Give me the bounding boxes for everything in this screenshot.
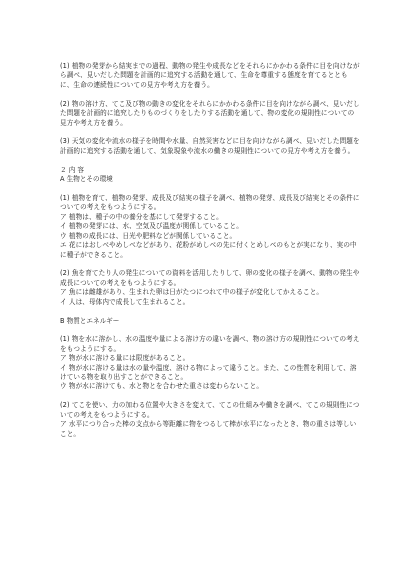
a2-item-a: ア 魚には雌雄があり、生まれた卵は日がたつにつれて中の様子が変化してかえること。	[60, 288, 324, 297]
objective-paragraph-2: (2) 物の溶け方、てこ及び物の動きの変化をそれらにかかわる条件に目を向けながら調べ、見いだした問題を計画的に追究したりものづくりをしたりする活動を通して、物の変化の規則性についての見方や考え方を養う。	[60, 99, 360, 127]
section-b-title: B 物質とエネルギー	[60, 316, 120, 325]
b2-intro: (2) てこを使い、力の加わる位置や大きさを変えて、てこの仕組みや働きを調べ、てこの規則性についての考えをもつようにする。	[60, 401, 360, 419]
a1-item-u: ウ 植物の成長には、日光や肥料などが関係していること。	[60, 231, 237, 240]
contents-heading: ２ 内 容	[60, 165, 84, 174]
section-a-title: A 生物とその環境	[60, 175, 113, 184]
objective-paragraph-1: (1) 植物の発芽から結実までの過程、動物の発生や成長などをそれらにかかわる条件に目を向けながら調べ、見いだした問題を計画的に追究する活動を通して、生命を尊重する態度を育てるとともに、生命の連続性についての見方や考え方を養う。	[60, 62, 360, 89]
a1-item-i: イ 植物の発芽には、水、空気及び温度が関係していること。	[60, 222, 243, 231]
a1-item-a: ア 植物は、種子の中の養分を基にして発芽すること。	[60, 212, 223, 221]
objective-paragraph-3: (3) 天気の変化や流水の様子を時間や水量、自然災害などに目を向けながら調べ、見いだした問題を計画的に追究する活動を通して、気象現象や流水の働きの規則性についての見方や考え方を養う。	[60, 137, 360, 155]
a2-intro: (2) 魚を育てたり人の発生についての資料を活用したりして、卵の変化の様子を調べ、動物の発生や成長についての考えをもつようにする。	[60, 269, 360, 287]
b2-item-a: ア 水平につり合った棒の支点から等距離に物をつるして棒が水平になったとき、物の重さは等しいこと。	[60, 420, 357, 438]
b1-item-u: ウ 物が水に溶けても、水と物とを合わせた重さは変わらないこと。	[60, 382, 264, 391]
a1-item-e: エ 花にはおしべやめしべなどがあり、花粉がめしべの先に付くとめしべのもとが実になり、実の中に種子ができること。	[60, 241, 357, 259]
a1-intro: (1) 植物を育て、植物の発芽、成長及び結実の様子を調べ、植物の発芽、成長及び結実とその条件についての考えをもつようにする。	[60, 194, 360, 212]
b1-item-a: ア 物が水に溶ける量には限度があること。	[60, 354, 190, 363]
a2-item-i: イ 人は、母体内で成長して生まれること。	[60, 297, 190, 306]
b1-intro: (1) 物を水に溶かし、水の温度や量による溶け方の違いを調べ、物の溶け方の規則性についての考えをもつようにする。	[60, 335, 360, 353]
b1-item-i: イ 物が水に溶ける量は水の量や温度、溶ける物によって違うこと。また、この性質を利用して、溶けている物を取り出すことができること。	[60, 363, 357, 382]
document-body	[60, 62, 360, 439]
